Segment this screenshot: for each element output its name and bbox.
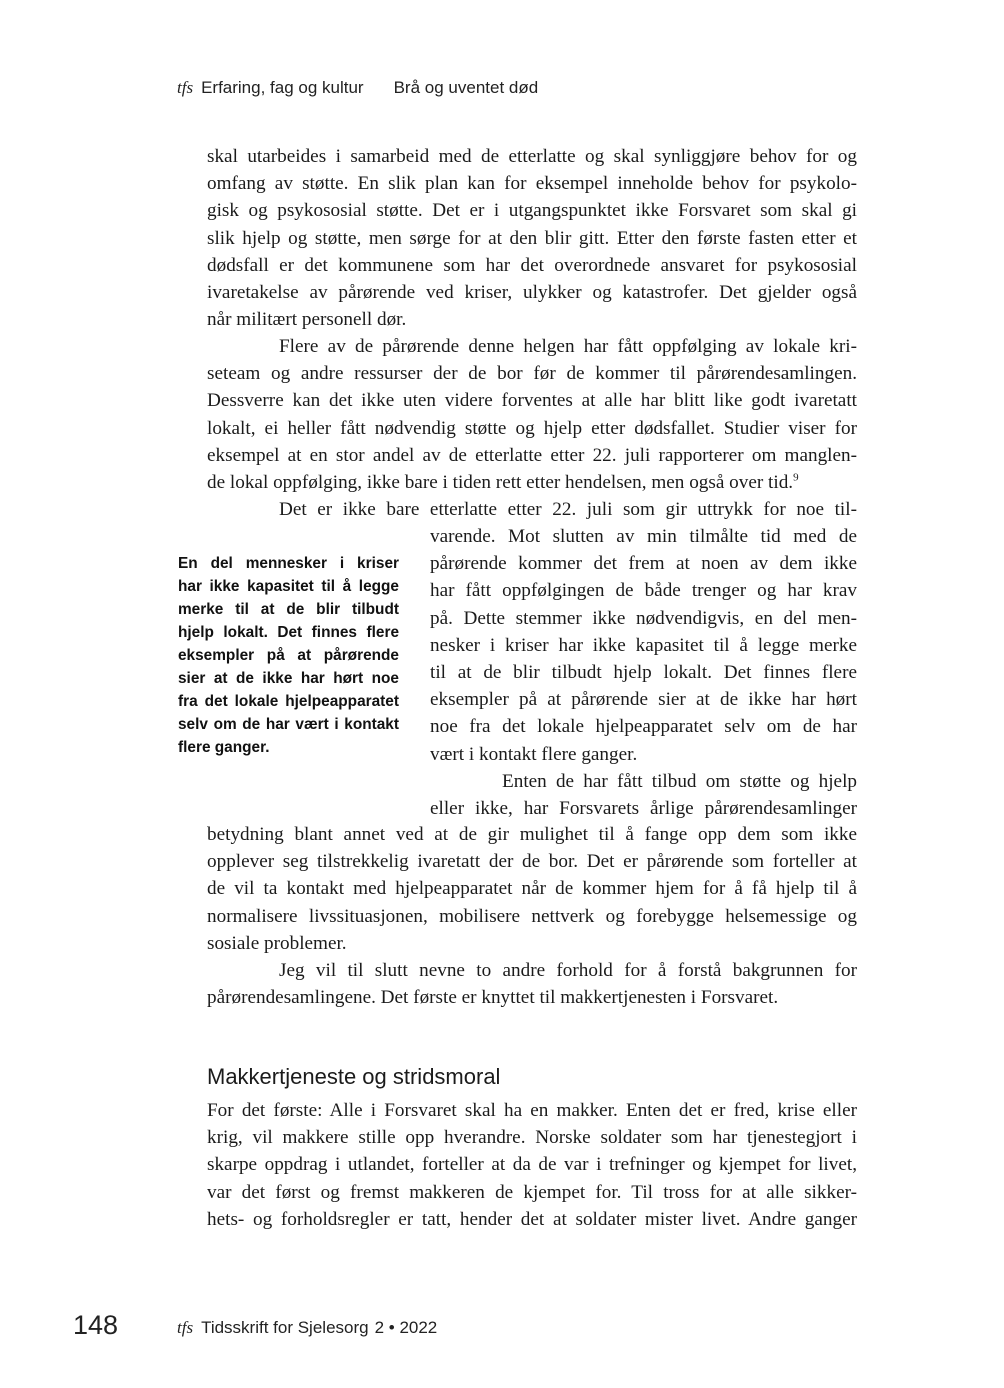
text-line: var det først og fremst makkeren de kjempet for. Til tross for at alle sikker- <box>207 1181 857 1203</box>
text-line: eksempel at en stor andel av de etterlatte etter 22. juli rapporterer om manglen- <box>207 444 857 466</box>
text-line: sosiale problemer. <box>207 932 347 954</box>
pull-quote <box>178 552 399 759</box>
text-line: varende. Mot slutten av min tilmålte tid med de <box>430 526 857 547</box>
section-heading: Makkertjeneste og stridsmoral <box>207 1064 501 1089</box>
text-line: slik hjelp og støtte, men sørge for at den blir gitt. Etter den første fasten etter et <box>207 227 857 249</box>
footer-issue: 2 • 2022 <box>374 1318 438 1337</box>
pull-quote-line: flere ganger. <box>178 739 270 756</box>
text-line: For det første: Alle i Forsvaret skal ha en makker. Enten det er fred, krise eller <box>207 1100 857 1121</box>
footer-journal-abbr: tfs <box>177 1318 194 1337</box>
text-line: gisk og psykososial støtte. Det er i utgangspunktet ikke Forsvaret som skal gi <box>207 200 857 222</box>
pull-quote-line: har ikke kapasitet til å legge <box>178 578 399 595</box>
text-line: Flere av de pårørende denne helgen har fått oppfølging av lokale kri- <box>279 336 857 357</box>
section-name: Erfaring, fag og kultur <box>201 78 364 97</box>
text-line: dødsfall er det kommunene som har det overordnede ansvaret for psykososial <box>207 254 857 276</box>
text-line: Det er ikke bare etterlatte etter 22. juli som gir uttrykk for noe til- <box>279 499 857 520</box>
page-number: 148 <box>73 1310 119 1340</box>
paragraph-3-column <box>430 523 857 822</box>
paragraph-4 <box>207 821 857 957</box>
footer-journal-name: Tidsskrift for Sjelesorg <box>201 1318 369 1337</box>
paragraph-3-first-line <box>207 496 857 523</box>
paragraph-1 <box>207 143 857 333</box>
text-line: normalisere livssituasjonen, mobilisere nettverk og forebygge helsemessige og <box>207 905 857 927</box>
text-line: de lokal oppfølging, ikke bare i tiden rett etter hendelsen, men også over tid. <box>207 472 794 494</box>
text-line: Jeg vil til slutt nevne to andre forhold for å forstå bakgrunnen for <box>279 960 857 981</box>
text-line: vært i kontakt flere ganger. <box>430 743 638 765</box>
pull-quote-line: merke til at de blir tilbudt <box>178 601 399 618</box>
text-line: ivaretakelse av pårørende ved kriser, ulykker og katastrofer. Det gjelder også <box>207 282 857 304</box>
text-line: lokalt, ei heller fått nødvendig støtte og hjelp etter dødsfallet. Studier viser for <box>207 417 857 439</box>
text-line: noe fra det lokale hjelpeapparatet selv om de har <box>430 716 857 738</box>
text-line: når militært personell dør. <box>207 309 407 331</box>
journal-abbr: tfs <box>177 78 194 97</box>
pull-quote-line: selv om de har vært i kontakt <box>178 716 399 733</box>
paragraph-6 <box>207 1097 857 1233</box>
text-line: på. Dette stemmer ikke nødvendigvis, en del men- <box>430 607 857 629</box>
article-title: Brå og uventet død <box>393 78 539 97</box>
text-line-with-footnote <box>207 469 857 496</box>
text-line: har fått oppfølgingen de både trenger og har krav <box>430 580 857 602</box>
text-line: pårørendesamlingene. Det første er knyttet til makkertjenesten i Forsvaret. <box>207 987 779 1009</box>
text-line: nesker i kriser har ikke kapasitet til å legge merke <box>430 634 857 656</box>
paragraph-2 <box>207 333 857 496</box>
text-line: krig, vil makkere stille opp hverandre. Norske soldater som har tjenestegjort i <box>207 1127 857 1149</box>
pull-quote-line: fra det lokale hjelpeapparatet <box>178 693 399 710</box>
text-line: betydning blant annet ved at de gir mulighet til å fange opp dem som ikke <box>207 824 857 845</box>
text-line: eller ikke, har Forsvarets årlige pårørendesamlinger <box>430 798 857 820</box>
pull-quote-line: sier at de ikke har hørt noe <box>178 670 399 687</box>
running-header <box>177 78 538 98</box>
pull-quote-line: eksempler på at pårørende <box>178 647 399 664</box>
text-line: hets- og forholdsregler er tatt, hender det at soldater mister livet. Andre ganger <box>207 1208 857 1230</box>
paragraph-5 <box>207 957 857 1011</box>
text-line: de vil ta kontakt med hjelpeapparatet når de kommer hjem for å få hjelp til å <box>207 878 857 900</box>
text-line: pårørende kommer det frem at noen av dem ikke <box>430 553 857 575</box>
text-line: Enten de har fått tilbud om støtte og hjelp <box>502 770 857 792</box>
text-line: omfang av støtte. En slik plan kan for eksempel inneholde behov for psykolo- <box>207 173 857 195</box>
footnote-ref: 9 <box>793 471 799 484</box>
pull-quote-line: hjelp lokalt. Det finnes flere <box>178 624 399 641</box>
text-line: til at de blir tilbudt hjelp lokalt. Det finnes flere <box>430 662 857 684</box>
text-line: skarpe oppdrag i utlandet, forteller at da de var i trefninger og kjempet for livet, <box>207 1154 857 1176</box>
text-line: skal utarbeides i samarbeid med de etterlatte og skal synliggjøre behov for og <box>207 146 857 167</box>
text-line: eksempler på at pårørende sier at de ikke har hørt <box>430 689 857 711</box>
text-line: seteam og andre ressurser der de bor før de kommer til pårørendesamlingen. <box>207 363 857 385</box>
pull-quote-line: En del mennesker i kriser <box>178 555 399 572</box>
text-line: opplever seg tilstrekkelig ivaretatt der de bor. Det er pårørende som forteller at <box>207 851 857 873</box>
footer-journal <box>177 1318 437 1338</box>
text-line: Dessverre kan det ikke uten videre forventes at alle har blitt like godt ivaretatt <box>207 390 857 412</box>
